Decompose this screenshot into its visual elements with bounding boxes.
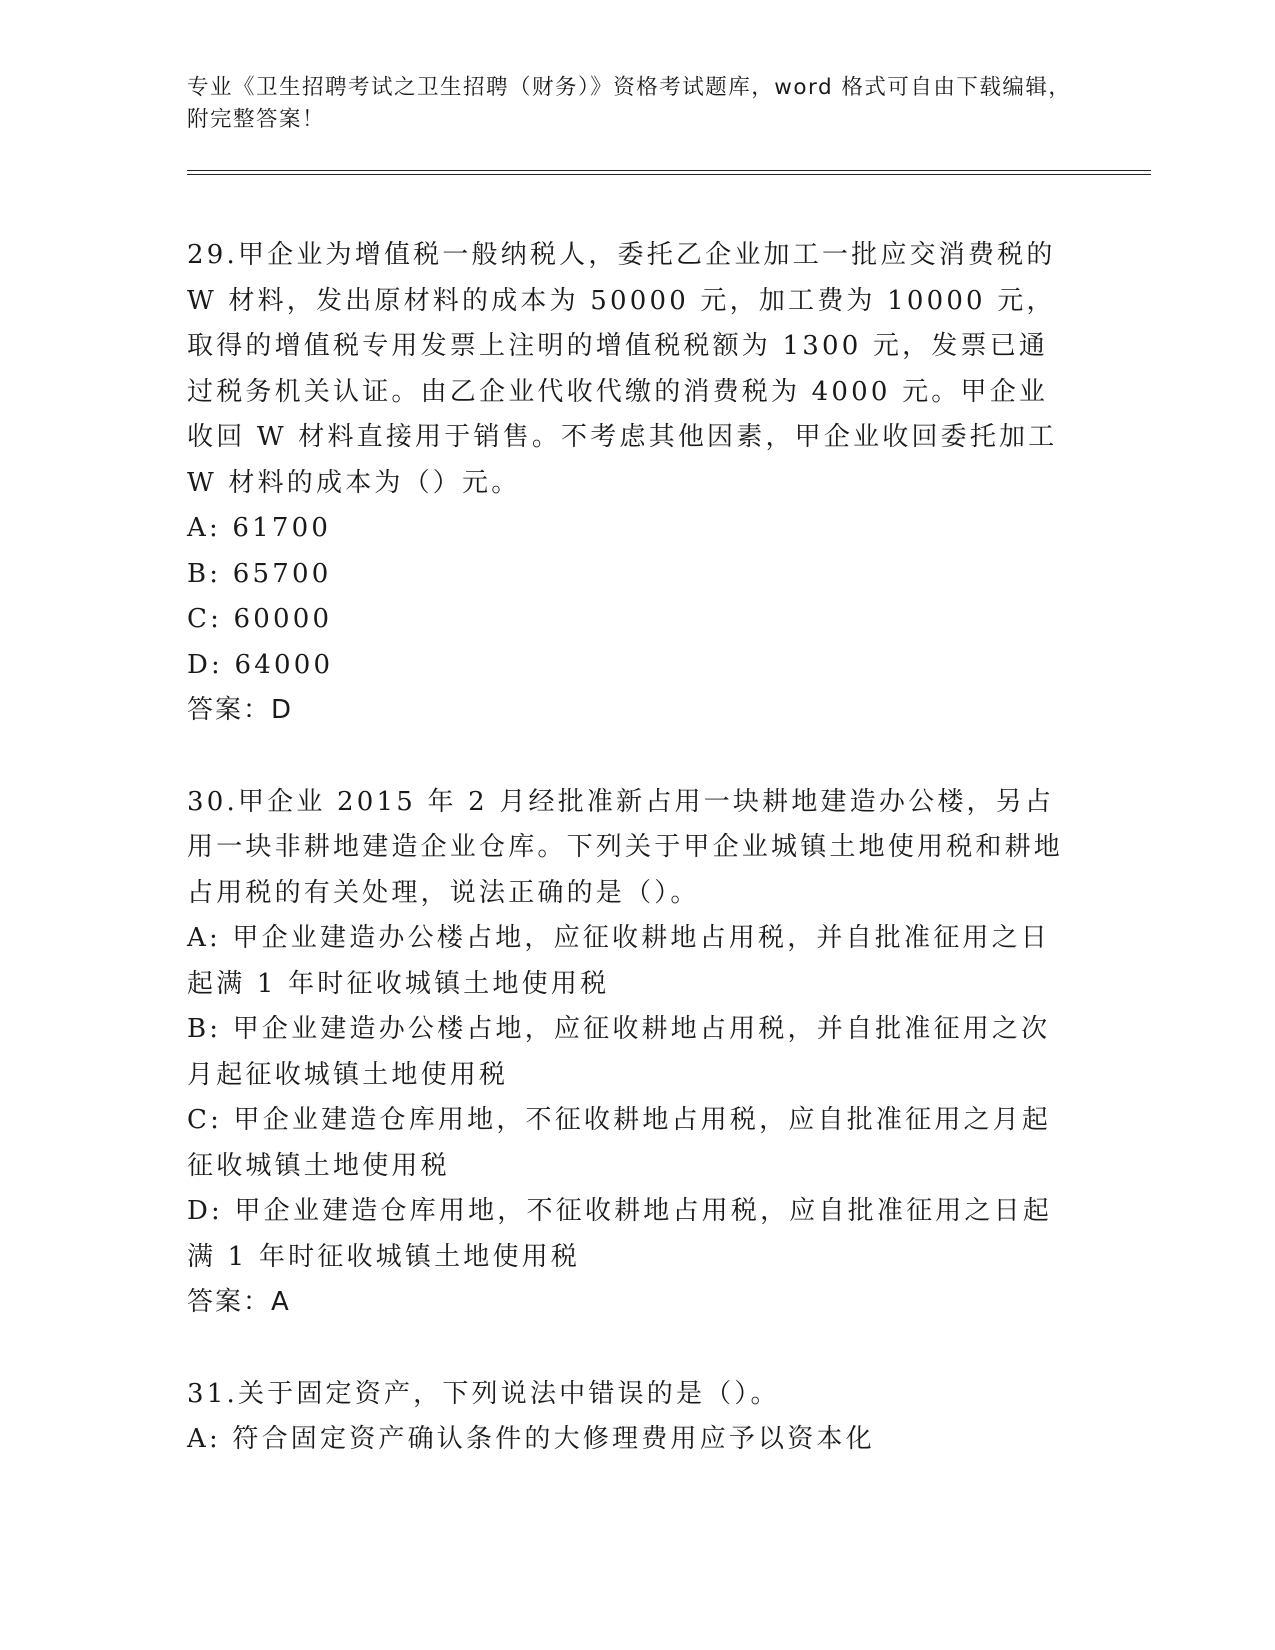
header-divider-top	[187, 170, 1151, 171]
option-d: D: 64000	[187, 649, 334, 680]
question-30	[187, 780, 1077, 1326]
option-c: C: 60000	[187, 604, 333, 634]
question-31	[187, 1372, 1077, 1463]
option-a: A: 甲企业建造办公楼占地，应征收耕地占用税，并自批准征用之日起满 1 年时征收城镇土地使用税	[187, 923, 1051, 999]
option-b: B: 65700	[187, 558, 332, 589]
document-header	[187, 72, 1087, 136]
option-c: C: 甲企业建造仓库用地，不征收耕地占用税，应自批准征用之月起征收城镇土地使用税	[187, 1105, 1052, 1181]
question-stem: 30.甲企业 2015 年 2 月经批准新占用一块耕地建造办公楼，另占用一块非耕地建造企业仓库。下列关于甲企业城镇土地使用税和耕地占用税的有关处理，说法正确的是（）。	[187, 786, 1064, 908]
question-list	[187, 233, 1077, 1509]
header-divider-bottom	[187, 174, 1151, 175]
answer: 答案：D	[187, 695, 294, 725]
option-a: A: 61700	[187, 513, 332, 543]
question-stem: 31.关于固定资产，下列说法中错误的是（）。	[187, 1378, 780, 1409]
question-29	[187, 233, 1077, 734]
answer: 答案：A	[187, 1287, 291, 1317]
option-d: D: 甲企业建造仓库用地，不征收耕地占用税，应自批准征用之日起满 1 年时征收城镇土地使用税	[187, 1196, 1053, 1272]
option-a: A: 符合固定资产确认条件的大修理费用应予以资本化	[187, 1424, 875, 1454]
option-b: B: 甲企业建造办公楼占地，应征收耕地占用税，并自批准征用之次月起征收城镇土地使用税	[187, 1014, 1051, 1090]
question-stem: 29.甲企业为增值税一般纳税人，委托乙企业加工一批应交消费税的 W 材料，发出原材料的成本为 50000 元，加工费为 10000 元，取得的增值税专用发票上注明的增值税税额为 1300 元，发票已通过税务机关认证。由乙企业代收代缴的消费税为 4000 元。甲企业收回 W 材料直接用于销售。不考虑其他因素，甲企业收回委托加工 W 材料的成本为（）元。	[187, 240, 1058, 498]
header-text: 专业《卫生招聘考试之卫生招聘（财务）》资格考试题库，word 格式可自由下载编辑，附完整答案！	[187, 75, 1072, 132]
